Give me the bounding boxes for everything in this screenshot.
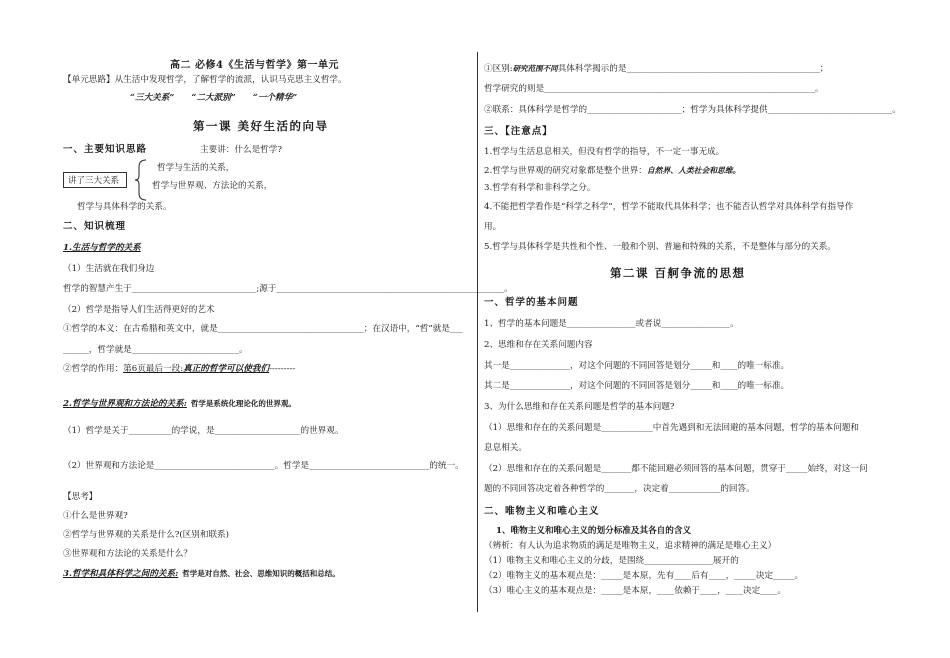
basic-question-heading: 一、哲学的基本问题 [484, 297, 579, 308]
map-box [63, 172, 127, 188]
sub1-line: ①哲学的本义：在古希腊和英文中，就是__________________________________；在汉语中，“哲”就是___ [63, 324, 463, 334]
sub2-title-line [63, 398, 296, 410]
sub3-title: 3.哲学和具体科学之间的关系: [63, 569, 179, 579]
think-item: ③世界观和方法论的关系是什么？ [63, 549, 192, 559]
connection-line: ②联系：具体科学是哲学的______________________；哲学为具体科学提供_____________________________。 [484, 105, 901, 115]
note-item: 5.哲学与具体科学是共性和个性、一般和个别、普遍和特殊的关系，不是整体与部分的关系。 [484, 242, 836, 252]
sub3-title-line [63, 568, 340, 580]
sub2-line: （2）世界观和方法论是____________________________。哲学是____________________________的统一。 [63, 461, 464, 471]
sub1-line: ______，哲学就是_________________________。 [63, 345, 248, 355]
brace-icon [134, 158, 148, 202]
sub2-line: （1）哲学是关于__________的学说，是____________________的世界观。 [63, 426, 344, 436]
role-blank: --------- [269, 364, 296, 374]
map-item: 哲学与生活的关系， [157, 163, 235, 173]
question-line: 其一是______________，对这个问题的不同回答是划分_____和____的唯一标准。 [484, 361, 790, 371]
think-item: ①什么是世界观? [63, 511, 128, 521]
section2-heading: 二、知识梳理 [63, 221, 127, 232]
note-item: 用。 [484, 222, 502, 232]
materialism-title: 1、唯物主义和唯心主义的划分标准及其各自的含义 [496, 526, 692, 536]
role-highlight: 真正的哲学可以使我们 [183, 364, 270, 374]
sub2-title: 2.哲学与世界观和方法论的关系: [63, 399, 187, 409]
sub2-note: 哲学是系统化理论化的世界观。 [190, 399, 296, 408]
sub1-title: 1.生活与哲学的关系 [63, 243, 141, 253]
distinction-line [484, 63, 828, 75]
note-item: 4.不能把哲学看作是“科学之科学”，哲学不能取代具体科学；也不能否认哲学对具体科学有指导作 [484, 202, 854, 212]
sub1-line: 哲学的智慧产生于_____________________________;源于_____________________________________________________。 [63, 284, 513, 294]
think-item: ②哲学与世界观的关系是什么?(区别和联系) [63, 530, 230, 540]
note-item: 1.哲学与生活息息相关，但没有哲学的指导，不一定一事无成。 [484, 147, 725, 157]
sub1-line: （2）哲学是指导人们生活得更好的艺术 [63, 305, 215, 315]
question-line: （1）思维和存在的关系问题是____________中首先遇到和无法回避的基本问题，哲学的基本问题和 [484, 423, 860, 433]
question-line: 2、思维和存在关系问题内容 [484, 340, 593, 350]
think-title: 【思考】 [63, 492, 98, 502]
role-ref: 第6页最后一段: [123, 364, 184, 374]
question-line: 其二是______________，对这个问题的不同回答是划分_____和____的唯一标准。 [484, 381, 790, 391]
materialism-line: （2）唯物主义的基本观点是：_____是本原，先有____后有____，_____决定_____。 [484, 571, 804, 581]
keywords: “三大关系” “二大派别” “一个精华” [130, 93, 298, 103]
lesson1-title: 第一课 美好生活的向导 [193, 119, 329, 133]
map-item: 哲学与具体科学的关系。 [77, 202, 172, 212]
distinction-label: ①区别: [484, 64, 513, 74]
distinction-note: 研究范围不同 [512, 64, 558, 73]
distinction-line2: 哲学研究的则是_______________________________________________________________。 [484, 84, 824, 94]
section1-topic: 主要讲：什么是哲学? [200, 145, 282, 155]
materialism-line: （3）唯心主义的基本观点是：_____是本原，____依赖于____，____决定____。 [484, 586, 786, 596]
question-line: （2）思维和存在的关系问题是_______都不能回避必须回答的基本问题，贯穿于_____始终，对这一问 [484, 464, 868, 474]
note-extra: 自然界、人类社会和思维。 [646, 166, 741, 175]
note-text: 2.哲学与世界观的研究对象都是整个世界： [484, 166, 647, 176]
distinction-rest: 具体科学揭示的是_____________________________________________； [557, 64, 829, 74]
question-line: 3、为什么思维和存在关系问题是哲学的基本问题? [484, 402, 675, 412]
question-line: 题的不同回答决定着各种哲学的_______，决定着____________的回答。 [484, 484, 755, 494]
note-item-2 [484, 165, 740, 177]
notes-heading: 三、【注意点】 [484, 126, 553, 137]
question-line: 息息相关。 [484, 443, 527, 453]
map-item: 哲学与世界观、方法论的关系， [152, 181, 273, 191]
materialism-heading: 二、唯物主义和唯心主义 [484, 506, 600, 517]
sub3-note: 哲学是对自然、社会、思维知识的概括和总结。 [182, 569, 340, 578]
sub1-line: （1）生活就在我们身边 [63, 264, 155, 274]
philosophy-role-line [63, 364, 295, 375]
materialism-line: （1）唯物主义和唯心主义的分歧，是围绕________________展开的 [484, 556, 739, 566]
unit-idea: 【单元思路】从生活中发现哲学，了解哲学的流派，认识马克思主义哲学。 [63, 75, 347, 85]
materialism-line: （辨析：有人认为追求物质的满足是唯物主义，追求精神的满足是唯心主义） [484, 541, 777, 551]
document-title: 高二 必修4《生活与哲学》第一单元 [170, 60, 339, 71]
map-box-label: 讲了三大关系 [68, 176, 120, 186]
section1-heading: 一、主要知识思路 [63, 144, 148, 155]
role-label: ②哲学的作用： [63, 364, 124, 374]
question-line: 1、哲学的基本问题是________________或者说________________。 [484, 319, 739, 329]
column-divider [477, 52, 478, 612]
note-item: 3.哲学有科学和非科学之分。 [484, 183, 596, 193]
lesson2-title: 第二课 百舸争流的思想 [610, 266, 746, 280]
